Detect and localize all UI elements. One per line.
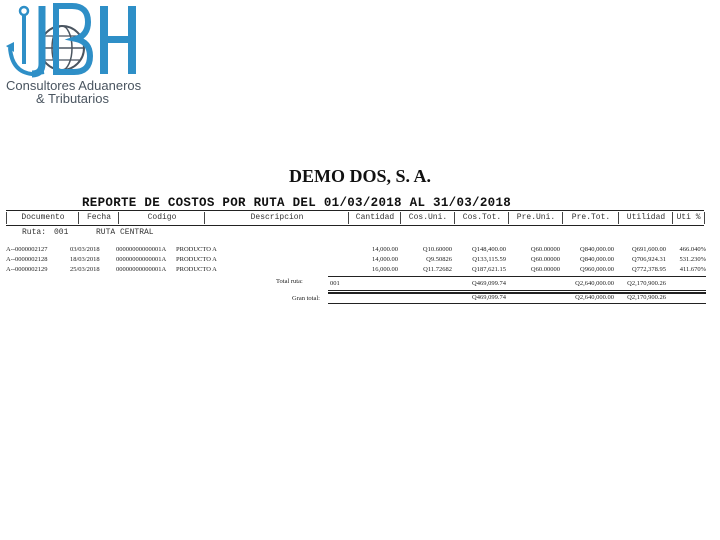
cell-uti-pct: 531.230% — [679, 256, 706, 263]
cell-fecha: 03/03/2018 — [70, 246, 100, 253]
col-utilidad: Utilidad — [618, 212, 673, 224]
col-uti-pct: Uti % — [672, 212, 705, 224]
col-documento: Documento — [6, 212, 79, 224]
cell-uti-pct: 466.040% — [679, 246, 706, 253]
cell-utilidad: Q691,600.00 — [632, 246, 666, 253]
total-ruta-pre-tot: Q2,640,000.00 — [575, 280, 614, 287]
cell-documento: A--0000002127 — [6, 246, 48, 253]
report-title: REPORTE DE COSTOS POR RUTA DEL 01/03/2018 AL 31/03/2018 — [82, 196, 512, 210]
cell-cos-uni: Q9.50826 — [426, 256, 452, 263]
cell-fecha: 25/03/2018 — [70, 266, 100, 273]
gran-total-bottom-rule — [328, 303, 706, 304]
cell-cos-tot: Q133,115.59 — [472, 256, 506, 263]
cell-documento: A--0000002128 — [6, 256, 48, 263]
col-descripcion: Descripcion — [204, 212, 349, 224]
gran-total-cos-tot: Q469,099.74 — [472, 294, 506, 301]
cell-descripcion: PRODUCTO A — [176, 266, 217, 273]
cell-fecha: 18/03/2018 — [70, 256, 100, 263]
cell-cantidad: 14,000.00 — [372, 246, 398, 253]
col-cos-uni: Cos.Uni. — [400, 212, 455, 224]
cell-codigo: 00000000000001A — [116, 256, 167, 263]
cell-utilidad: Q772,378.95 — [632, 266, 666, 273]
col-codigo: Codigo — [118, 212, 205, 224]
cell-cantidad: 16,000.00 — [372, 266, 398, 273]
col-fecha: Fecha — [78, 212, 119, 224]
cell-cos-uni: Q10.60000 — [422, 246, 452, 253]
total-ruta-label: Total ruta: — [276, 278, 303, 285]
col-pre-tot: Pre.Tot. — [562, 212, 619, 224]
cell-codigo: 00000000000001A — [116, 266, 167, 273]
cell-descripcion: PRODUCTO A — [176, 246, 217, 253]
route-name: RUTA CENTRAL — [96, 228, 154, 237]
cell-documento: A--0000002129 — [6, 266, 48, 273]
cell-pre-tot: Q840,000.00 — [580, 246, 614, 253]
cell-cos-tot: Q187,621.15 — [472, 266, 506, 273]
cell-cos-uni: Q11.72682 — [423, 266, 452, 273]
col-pre-uni: Pre.Uni. — [508, 212, 563, 224]
gran-total-pre-tot: Q2,640,000.00 — [575, 294, 614, 301]
cell-uti-pct: 411.670% — [679, 266, 706, 273]
cell-pre-tot: Q840,000.00 — [580, 256, 614, 263]
cell-pre-uni: Q60.00000 — [530, 266, 560, 273]
col-cantidad: Cantidad — [348, 212, 401, 224]
route-label: Ruta: — [22, 228, 47, 237]
company-name: DEMO DOS, S. A. — [288, 166, 432, 186]
total-ruta-bottom-rule — [328, 290, 706, 291]
cell-cantidad: 14,000.00 — [372, 256, 398, 263]
cell-cos-tot: Q148,400.00 — [472, 246, 506, 253]
total-ruta-rule — [328, 276, 706, 277]
anchor-icon — [6, 7, 44, 74]
total-ruta-utilidad: Q2,170,900.26 — [627, 280, 666, 287]
total-ruta-code: 001 — [330, 280, 340, 287]
cell-pre-uni: Q60.00000 — [530, 256, 560, 263]
cell-descripcion: PRODUCTO A — [176, 256, 217, 263]
cell-utilidad: Q706,924.31 — [632, 256, 666, 263]
gran-total-label: Gran total: — [292, 295, 320, 302]
globe-icon — [40, 26, 84, 70]
logo-text-line1: Consultores Aduaneros — [6, 78, 142, 93]
route-code: 001 — [54, 228, 69, 237]
column-header-bar — [6, 210, 704, 226]
cell-pre-uni: Q60.00000 — [530, 246, 560, 253]
cell-pre-tot: Q960,000.00 — [580, 266, 614, 273]
total-ruta-cos-tot: Q469,099.74 — [472, 280, 506, 287]
col-cos-tot: Cos.Tot. — [454, 212, 509, 224]
cell-codigo: 00000000000001A — [116, 246, 167, 253]
logo-text-line2: & Tributarios — [36, 91, 109, 106]
gran-total-utilidad: Q2,170,900.26 — [627, 294, 666, 301]
